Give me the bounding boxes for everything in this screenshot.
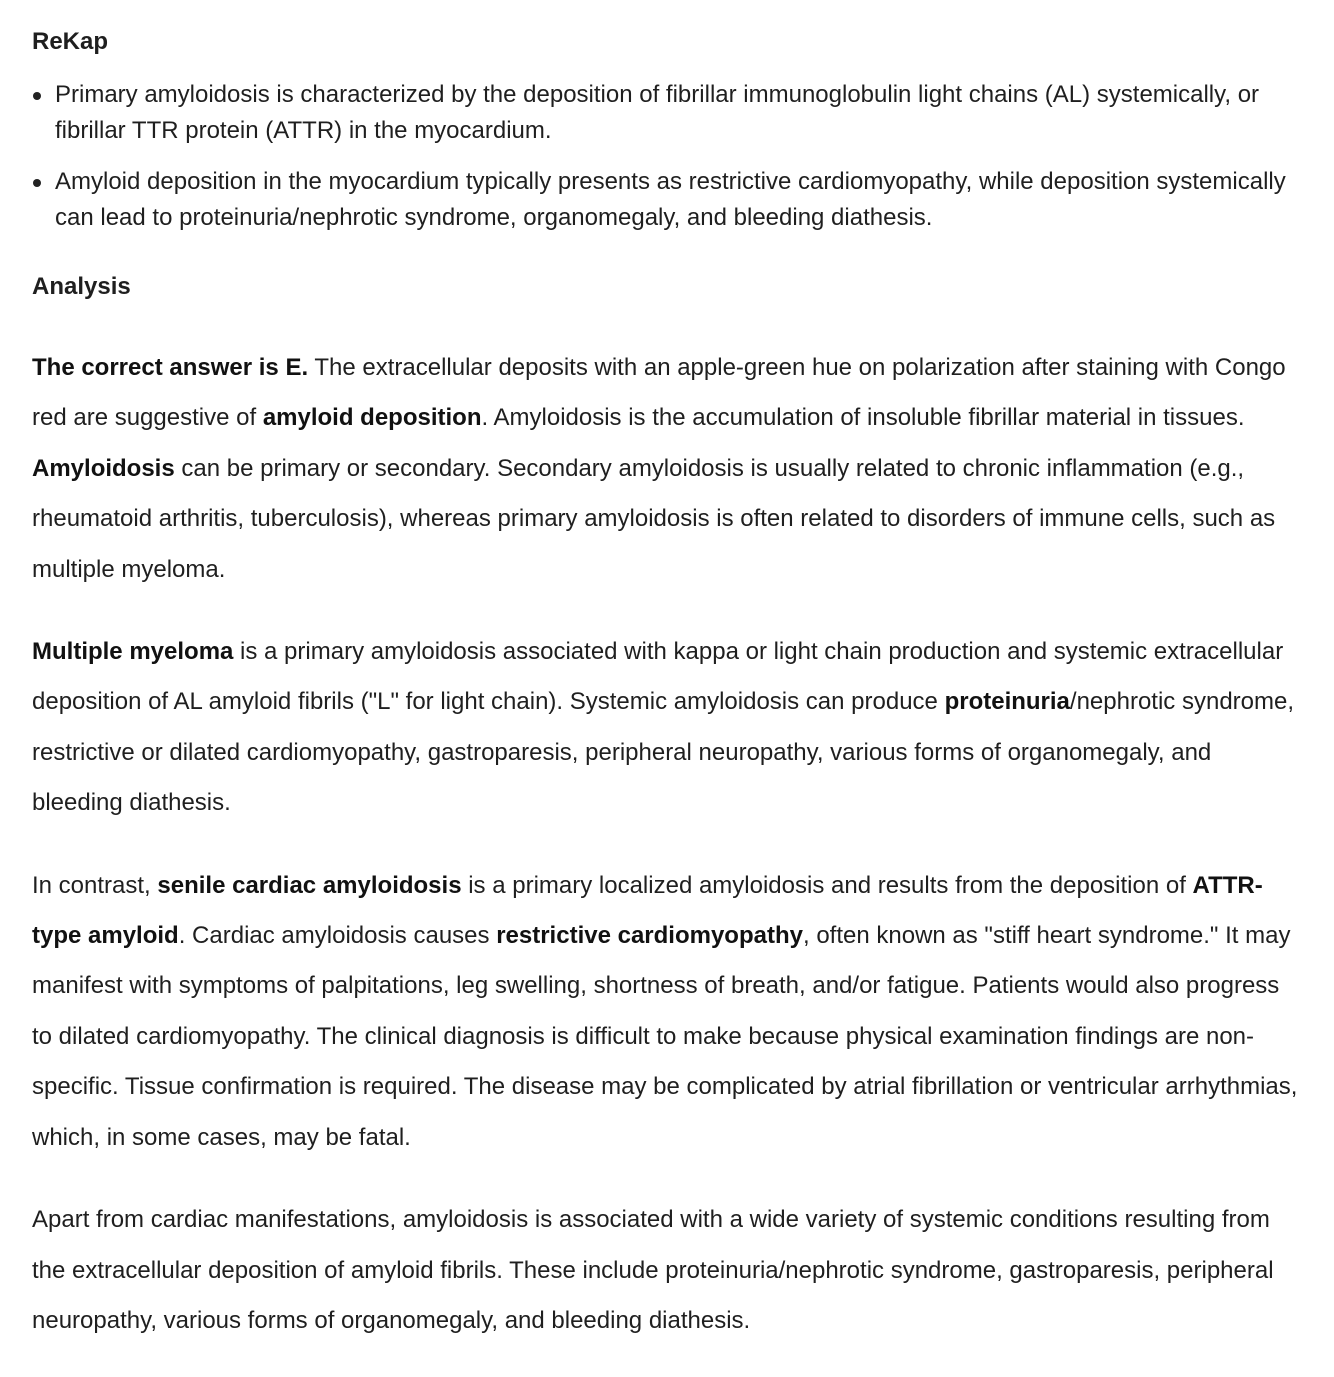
paragraph-text: is a primary amyloidosis associated with kappa or light chain production and systemic extracellular deposition of AL amyloid fibrils ("L" for light chain). Systemic amyloidosis can produce (32, 638, 1284, 716)
bullet-dot-icon (33, 92, 41, 100)
analysis-heading: Analysis (32, 273, 131, 300)
paragraph-text: is a primary localized amyloidosis and results from the deposition of (461, 871, 1193, 899)
rekap-heading: ReKap (32, 28, 109, 55)
bold-term: ATTR-type amyloid (32, 871, 1263, 950)
bullet-dot-icon (33, 179, 41, 187)
bold-term: Amyloidosis (32, 454, 175, 482)
paragraph-text: /nephrotic syndrome, restrictive or dilated cardiomyopathy, gastroparesis, peripheral neuropathy, various forms of organomegaly, and bleeding diathesis. (32, 688, 1295, 817)
bold-term: amyloid deposition (262, 404, 482, 432)
paragraph-text: can be primary or secondary. Secondary amyloidosis is usually related to chronic inflammation (e.g., rheumatoid arthritis, tuberculosis), whereas primary amyloidosis is often related to disorders of immune cells, such as multiple myeloma. (32, 454, 1276, 583)
paragraph-text: In contrast, (32, 871, 158, 899)
rekap-bullet-item (32, 164, 1304, 236)
bold-term: restrictive cardiomyopathy (496, 922, 803, 950)
paragraph-text: The extracellular deposits with an apple-green hue on polarization after staining with Congo red are suggestive of (32, 354, 1286, 432)
paragraph-text: , often known as "stiff heart syndrome." It may manifest with symptoms of palpitations, leg swelling, shortness of breath, and/or fatigue. Patients would also progress to dilated cardiomyopathy. The clinical diagnosis is difficult to make because physical examination findings are non-specific. Tissue confirmation is required. The disease may be complicated by atrial fibrillation or ventricular arrhythmias, which, in some cases, may be fatal. (32, 922, 1298, 1151)
paragraph-text: . Cardiac amyloidosis causes (178, 922, 497, 950)
analysis-paragraph-myeloma (32, 627, 1304, 829)
rekap-bullet-text: Amyloid deposition in the myocardium typically presents as restrictive cardiomyopathy, while deposition systemically can lead to proteinuria/nephrotic syndrome, organomegaly, and bleeding diathesis. (55, 168, 1286, 231)
analysis-paragraph-answer (32, 343, 1304, 595)
paragraph-text: . Amyloidosis is the accumulation of insoluble fibrillar material in tissues. (481, 404, 1245, 432)
bold-term: senile cardiac amyloidosis (157, 871, 462, 899)
rekap-bullet-text: Primary amyloidosis is characterized by the deposition of fibrillar immunoglobulin light chains (AL) systemically, or fibrillar TTR protein (ATTR) in the myocardium. (55, 81, 1260, 144)
correct-answer-label: The correct answer is E. (32, 354, 309, 381)
rekap-bullet-list (32, 77, 1304, 236)
paragraph-text: Apart from cardiac manifestations, amyloidosis is associated with a wide variety of systemic conditions resulting from the extracellular deposition of amyloid fibrils. These include proteinuria/nephrotic syndrome, gastroparesis, peripheral neuropathy, various forms of organomegaly, and bleeding diathesis. (32, 1206, 1274, 1334)
bold-term: proteinuria (944, 688, 1070, 716)
analysis-paragraph-systemic (32, 1195, 1304, 1346)
analysis-paragraph-senile (32, 861, 1304, 1163)
bold-term: Multiple myeloma (32, 638, 234, 666)
rekap-bullet-item (32, 77, 1304, 149)
